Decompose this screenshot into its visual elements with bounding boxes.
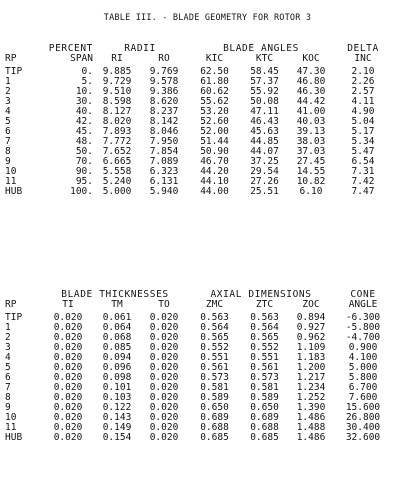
table-cell: 0.564 (250, 322, 279, 333)
table-cell: 0.689 (200, 412, 229, 423)
table-cell: 0.020 (53, 412, 83, 423)
table-cell: 0.020 (53, 402, 83, 413)
table-cell: 5.000 (348, 362, 378, 373)
table-cell: 5.558 (102, 166, 132, 177)
table-cell: 0.650 (200, 402, 229, 413)
table-cell: 100. (70, 186, 93, 197)
table-row (5, 107, 391, 117)
table-cell: 0.020 (53, 322, 83, 333)
table-cell: 0.962 (296, 332, 326, 343)
table-row (5, 127, 391, 137)
table-cell: 46.30 (296, 86, 326, 97)
table-cell: 0.020 (149, 332, 179, 343)
table-cell: 25.51 (250, 186, 279, 197)
table-title: TABLE III. - BLADE GEOMETRY FOR ROTOR 3 (103, 13, 312, 23)
table-cell: 5.940 (149, 186, 179, 197)
table-cell: -5.800 (345, 322, 381, 333)
group-header-percent: PERCENT (48, 43, 93, 54)
table-cell: 52.60 (200, 116, 229, 127)
row-label-cell: 10 (5, 166, 17, 177)
table-cell: 2.10 (351, 66, 375, 77)
table-cell: 47.11 (250, 106, 279, 117)
table-cell: 70. (75, 156, 93, 167)
table-cell: 0.154 (102, 432, 132, 443)
column-header: KTC (255, 53, 274, 64)
table-cell: 27.45 (296, 156, 326, 167)
column-header: ANGLE (348, 299, 378, 310)
table-cell: -6.300 (345, 312, 381, 323)
group-header-blade-thicknesses: BLADE THICKNESSES (61, 289, 169, 300)
table-cell: 5.800 (348, 372, 378, 383)
table-cell: 2.26 (351, 76, 375, 87)
row-label-cell: 1 (5, 76, 11, 87)
table-cell: 0.551 (250, 352, 279, 363)
row-label-cell: 5 (5, 116, 11, 127)
row-label-cell: HUB (5, 432, 23, 443)
table-cell: 0.561 (200, 362, 229, 373)
table-cell: 0.020 (149, 432, 179, 443)
table-cell: 48. (75, 136, 93, 147)
row-label-cell: 9 (5, 402, 11, 413)
table-cell: 9.578 (149, 76, 179, 87)
table-cell: 0.565 (250, 332, 279, 343)
column-header: TM (111, 299, 123, 310)
table-body (5, 313, 391, 443)
table-cell: 44.07 (250, 146, 279, 157)
column-header: TI (62, 299, 74, 310)
table-cell: 0.581 (200, 382, 229, 393)
table-cell: 8.598 (102, 96, 132, 107)
group-header-cone: CONE (350, 289, 376, 300)
table-cell: 7.089 (149, 156, 179, 167)
table-cell: 0.552 (200, 342, 229, 353)
table-cell: 0.149 (102, 422, 132, 433)
table-cell: 46.80 (296, 76, 326, 87)
table-cell: 5.240 (102, 176, 132, 187)
table-cell: 0.689 (250, 412, 279, 423)
table-cell: 0.020 (53, 432, 83, 443)
table-row (5, 433, 391, 443)
group-header-blade-angles: BLADE ANGLES (223, 43, 299, 54)
table-row (5, 117, 391, 127)
table-body (5, 67, 391, 197)
row-label-cell: 9 (5, 156, 11, 167)
table-cell: 0.563 (250, 312, 279, 323)
row-label-cell: 10 (5, 412, 17, 423)
table-cell: 6.700 (348, 382, 378, 393)
table-cell: 42. (75, 116, 93, 127)
row-label-cell: 1 (5, 322, 11, 333)
table-cell: 0.894 (296, 312, 326, 323)
table-row (5, 187, 391, 197)
table-cell: 9.386 (149, 86, 179, 97)
table-cell: 0.589 (250, 392, 279, 403)
table-cell: 0.020 (149, 392, 179, 403)
table-cell: 0.020 (53, 342, 83, 353)
table-cell: 0.020 (53, 312, 83, 323)
table-cell: 95. (75, 176, 93, 187)
table-cell: 60.62 (200, 86, 229, 97)
table-cell: 8.237 (149, 106, 179, 117)
row-label-cell: 7 (5, 382, 11, 393)
table-cell: 1.252 (296, 392, 326, 403)
table-cell: 1.200 (296, 362, 326, 373)
table-cell: 6.10 (299, 186, 323, 197)
table-cell: 1.183 (296, 352, 326, 363)
table-cell: 30. (75, 96, 93, 107)
row-label-cell: 4 (5, 106, 11, 117)
table-cell: 0.094 (102, 352, 132, 363)
table-cell: 41.00 (296, 106, 326, 117)
table-cell: 0.020 (149, 422, 179, 433)
table-cell: 0.096 (102, 362, 132, 373)
table-cell: 39.13 (296, 126, 326, 137)
table-row (5, 167, 391, 177)
table-cell: 0.068 (102, 332, 132, 343)
table-cell: 0.900 (348, 342, 378, 353)
table-cell: 7.47 (351, 186, 375, 197)
column-header: ZOC (302, 299, 320, 310)
table-cell: 6.665 (102, 156, 132, 167)
table-cell: 0.020 (53, 372, 83, 383)
table-cell: 30.400 (345, 422, 381, 433)
table-cell: 47.30 (296, 66, 326, 77)
table-cell: 1.390 (296, 402, 326, 413)
table-cell: 46.70 (200, 156, 229, 167)
table-cell: 52.00 (200, 126, 229, 137)
table-cell: 51.44 (200, 136, 229, 147)
table-cell: 0.020 (149, 402, 179, 413)
table-cell: 0.020 (149, 322, 179, 333)
row-label-cell: 5 (5, 362, 11, 373)
column-header-row (5, 300, 391, 310)
table-cell: 14.55 (296, 166, 326, 177)
table-cell: 4.11 (351, 96, 375, 107)
table-row (5, 157, 391, 167)
row-label-cell: TIP (5, 66, 23, 77)
table-cell: 0.685 (250, 432, 279, 443)
table-cell: 45. (75, 126, 93, 137)
row-label-cell: 4 (5, 352, 11, 363)
column-header: ZTC (255, 299, 274, 310)
blade-geometry-table-1 (5, 44, 391, 197)
table-cell: 0.551 (200, 352, 229, 363)
table-cell: 7.772 (102, 136, 132, 147)
table-cell: 9.729 (102, 76, 132, 87)
row-label-cell: 3 (5, 342, 11, 353)
table-cell: 57.37 (250, 76, 279, 87)
table-cell: 0.020 (149, 352, 179, 363)
blade-geometry-table-2 (5, 290, 391, 443)
table-cell: 44.42 (296, 96, 326, 107)
table-cell: 1.234 (296, 382, 326, 393)
column-header: KIC (205, 53, 224, 64)
row-label-cell: TIP (5, 312, 23, 323)
table-cell: 15.600 (345, 402, 381, 413)
table-cell: 0.685 (200, 432, 229, 443)
table-cell: 0.020 (149, 412, 179, 423)
table-cell: 0.563 (200, 312, 229, 323)
table-cell: 7.600 (348, 392, 378, 403)
table-cell: 8.046 (149, 126, 179, 137)
table-cell: 1.217 (296, 372, 326, 383)
table-cell: 29.54 (250, 166, 279, 177)
table-cell: 32.600 (345, 432, 381, 443)
table-cell: 0.573 (250, 372, 279, 383)
table-cell: 0.103 (102, 392, 132, 403)
table-cell: 0.064 (102, 322, 132, 333)
table-cell: 40.03 (296, 116, 326, 127)
table-cell: 0.020 (53, 392, 83, 403)
table-cell: 45.63 (250, 126, 279, 137)
table-row (5, 177, 391, 187)
table-row (5, 147, 391, 157)
table-row (5, 97, 391, 107)
table-cell: 5.000 (102, 186, 132, 197)
table-cell: 50. (75, 146, 93, 157)
table-cell: 0.101 (102, 382, 132, 393)
group-header-row (5, 44, 391, 54)
group-header-radii: RADII (124, 43, 156, 54)
table-cell: 50.90 (200, 146, 229, 157)
table-cell: 61.80 (200, 76, 229, 87)
table-cell: 0.020 (149, 372, 179, 383)
table-cell: 5.34 (351, 136, 375, 147)
table-cell: 0. (81, 66, 93, 77)
table-cell: 9.885 (102, 66, 132, 77)
table-cell: 0.020 (53, 382, 83, 393)
table-cell: 10. (75, 86, 93, 97)
table-cell: 0.688 (250, 422, 279, 433)
table-cell: 62.50 (200, 66, 229, 77)
table-cell: 0.589 (200, 392, 229, 403)
table-cell: 90. (75, 166, 93, 177)
table-cell: 37.03 (296, 146, 326, 157)
row-label-cell: 2 (5, 332, 11, 343)
table-cell: 0.020 (53, 332, 83, 343)
table-cell: 7.893 (102, 126, 132, 137)
table-cell: 7.652 (102, 146, 132, 157)
table-cell: 6.323 (149, 166, 179, 177)
table-cell: 5.47 (351, 146, 375, 157)
row-label-cell: 2 (5, 86, 11, 97)
table-cell: 8.020 (102, 116, 132, 127)
table-cell: 0.061 (102, 312, 132, 323)
column-header: RI (111, 53, 123, 64)
table-cell: 0.020 (149, 382, 179, 393)
group-header-axial-dimensions: AXIAL DIMENSIONS (210, 289, 312, 300)
table-cell: 0.020 (53, 352, 83, 363)
table-cell: 0.143 (102, 412, 132, 423)
table-cell: 0.085 (102, 342, 132, 353)
table-cell: 40. (75, 106, 93, 117)
table-cell: 5.17 (351, 126, 375, 137)
table-cell: 0.573 (200, 372, 229, 383)
row-label-cell: 6 (5, 372, 11, 383)
table-cell: 7.950 (149, 136, 179, 147)
table-cell: 4.100 (348, 352, 378, 363)
table-cell: 1.486 (296, 412, 326, 423)
table-cell: 1.488 (296, 422, 326, 433)
row-label-cell: 11 (5, 176, 17, 187)
table-cell: 0.650 (250, 402, 279, 413)
table-cell: 0.098 (102, 372, 132, 383)
table-row (5, 77, 391, 87)
column-header: ZMC (205, 299, 224, 310)
table-cell: 0.688 (200, 422, 229, 433)
table-cell: -4.700 (345, 332, 381, 343)
column-header: SPAN (70, 53, 93, 64)
table-cell: 7.854 (149, 146, 179, 157)
table-cell: 46.43 (250, 116, 279, 127)
table-row (5, 87, 391, 97)
table-cell: 1.109 (296, 342, 326, 353)
table-cell: 7.42 (351, 176, 375, 187)
row-label-cell: 11 (5, 422, 17, 433)
table-cell: 0.020 (149, 342, 179, 353)
table-cell: 2.57 (351, 86, 375, 97)
row-label-cell: 6 (5, 126, 11, 137)
table-cell: 38.03 (296, 136, 326, 147)
table-cell: 44.00 (200, 186, 229, 197)
table-cell: 55.62 (200, 96, 229, 107)
column-header: RO (158, 53, 170, 64)
table-cell: 58.45 (250, 66, 279, 77)
table-cell: 0.561 (250, 362, 279, 373)
column-header: RP (5, 299, 17, 310)
table-cell: 50.08 (250, 96, 279, 107)
table-cell: 8.127 (102, 106, 132, 117)
table-cell: 0.927 (296, 322, 326, 333)
table-cell: 0.564 (200, 322, 229, 333)
row-label-cell: 8 (5, 146, 11, 157)
table-cell: 37.25 (250, 156, 279, 167)
group-header-delta: DELTA (347, 43, 379, 54)
table-cell: 5.04 (351, 116, 375, 127)
table-cell: 0.020 (149, 312, 179, 323)
row-label-cell: 3 (5, 96, 11, 107)
table-cell: 9.769 (149, 66, 179, 77)
table-cell: 4.90 (351, 106, 375, 117)
table-cell: 0.122 (102, 402, 132, 413)
table-cell: 1.486 (296, 432, 326, 443)
table-cell: 55.92 (250, 86, 279, 97)
column-header: KOC (302, 53, 320, 64)
table-cell: 27.26 (250, 176, 279, 187)
column-header: RP (5, 53, 17, 64)
table-row (5, 67, 391, 77)
column-header: TO (158, 299, 170, 310)
table-cell: 0.581 (250, 382, 279, 393)
table-cell: 9.510 (102, 86, 132, 97)
table-cell: 53.20 (200, 106, 229, 117)
table-cell: 10.82 (296, 176, 326, 187)
table-cell: 26.800 (345, 412, 381, 423)
table-cell: 0.020 (53, 422, 83, 433)
row-label-cell: 7 (5, 136, 11, 147)
table-cell: 44.85 (250, 136, 279, 147)
table-cell: 0.020 (149, 362, 179, 373)
row-label-cell: 8 (5, 392, 11, 403)
table-cell: 6.54 (351, 156, 375, 167)
table-cell: 0.565 (200, 332, 229, 343)
table-cell: 44.20 (200, 166, 229, 177)
table-cell: 0.020 (53, 362, 83, 373)
table-cell: 8.142 (149, 116, 179, 127)
table-row (5, 137, 391, 147)
table-cell: 44.10 (200, 176, 229, 187)
row-label-cell: HUB (5, 186, 23, 197)
table-cell: 8.620 (149, 96, 179, 107)
table-cell: 6.131 (149, 176, 179, 187)
table-cell: 0.552 (250, 342, 279, 353)
table-cell: 5. (81, 76, 93, 87)
column-header: INC (354, 53, 372, 64)
column-header-row (5, 54, 391, 64)
table-cell: 7.31 (351, 166, 375, 177)
